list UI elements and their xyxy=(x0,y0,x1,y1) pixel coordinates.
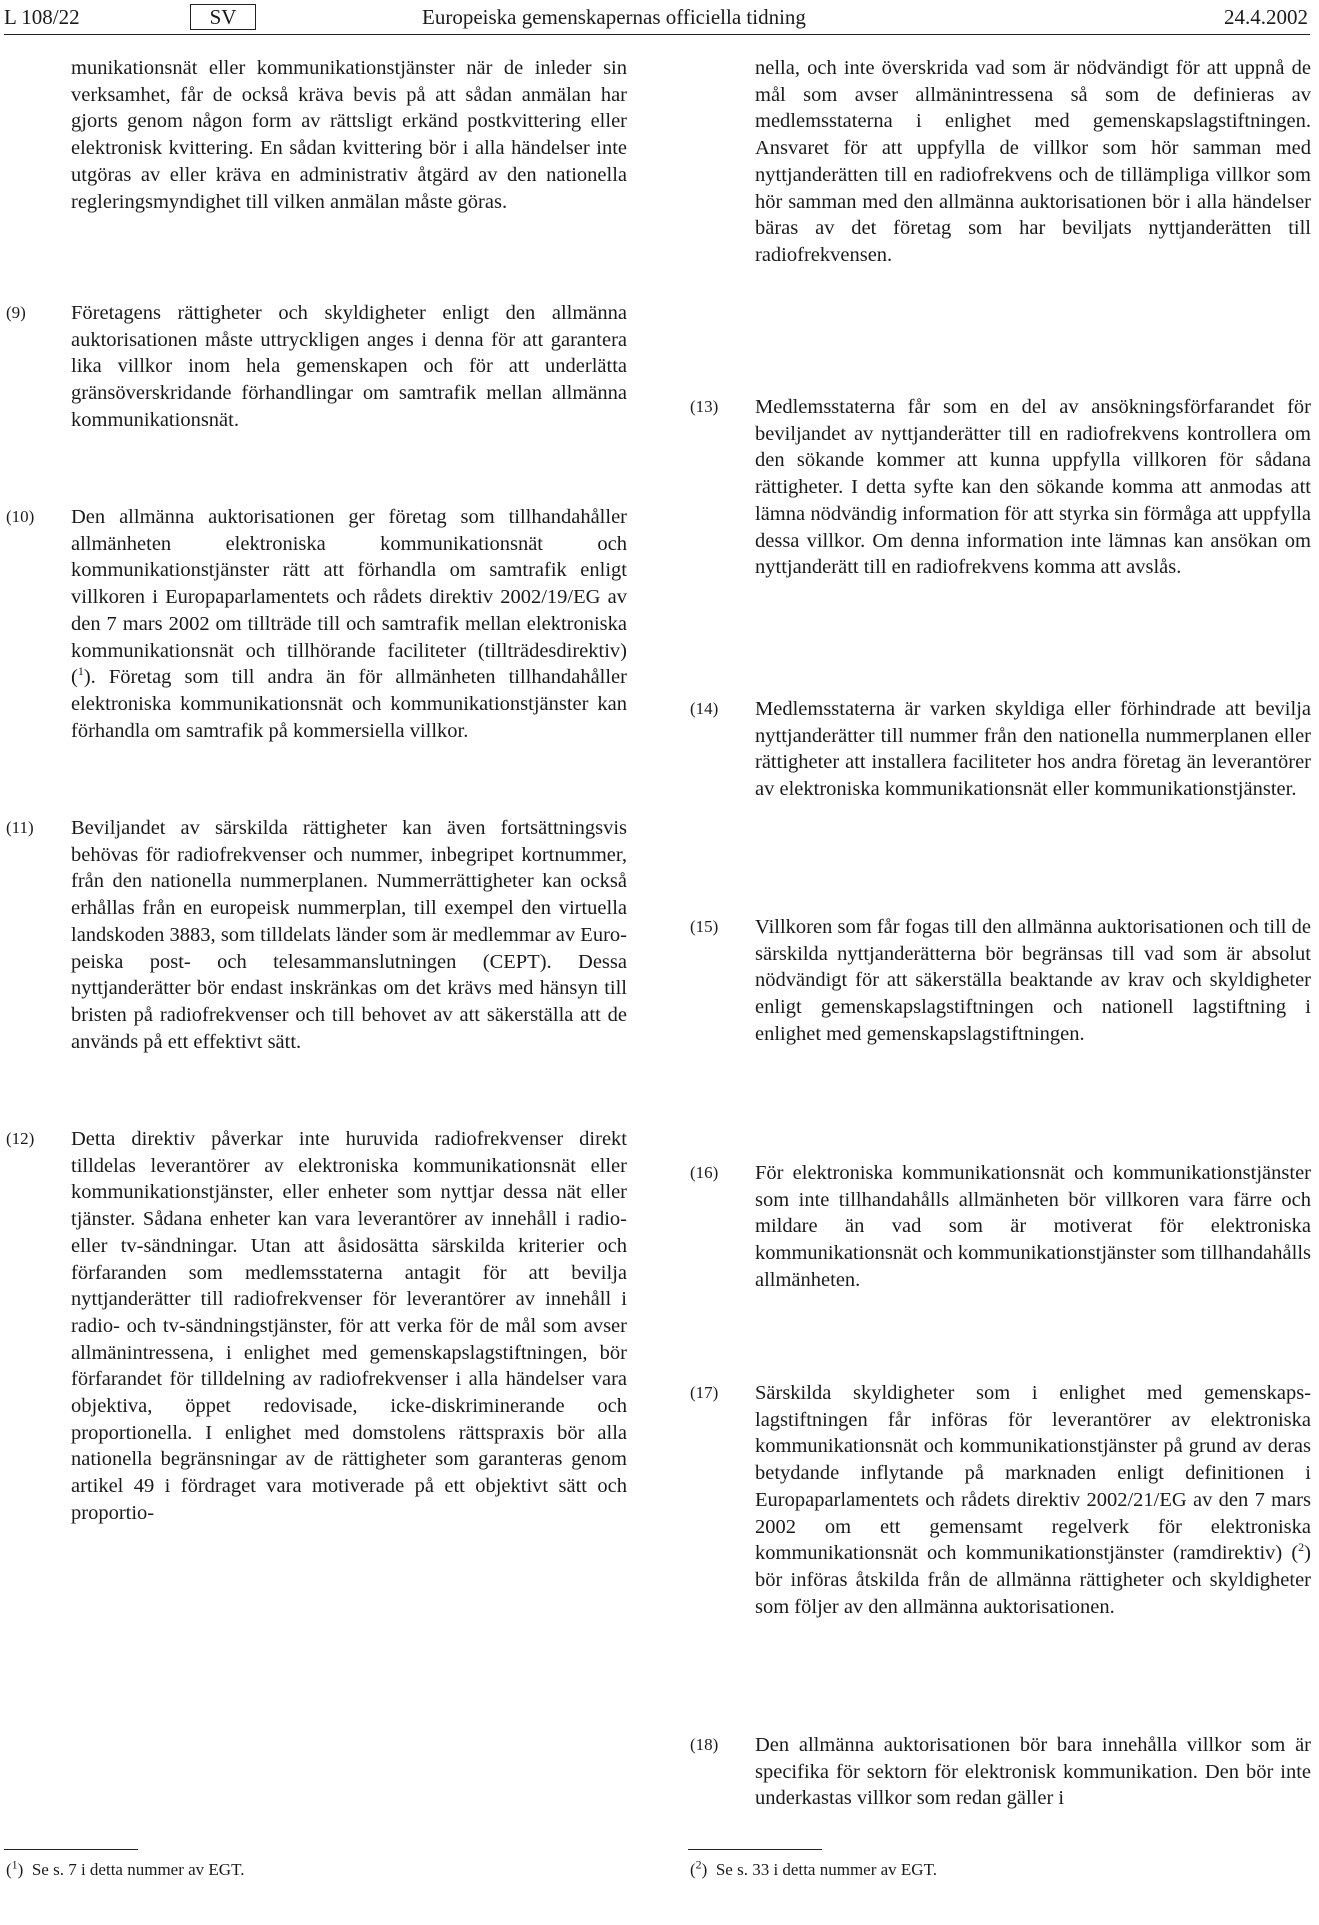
recital-9: Företagens rättigheter och skyldigheter enligt den allmänna auktorisationen måste uttryckligen anges i denna för att garantera lika villkor inom hela gemenskapen och för att underlätta gränsöverskridande förhandlingar om samtrafik mellan allmänna kommunikationsnät. xyxy=(71,302,627,431)
recital-14: Medlemsstaterna är varken skyldiga eller förhindrade att bevilja nyttjanderätter till nummer från den nationella nummerplanen eller rättigheter att installera faciliteter hos andra företag än leverantörer av elektroniska kommunikationsnät eller kommunikationstjänster. xyxy=(755,698,1311,801)
recital-10-text-b: ). Företag som till andra än för allmänheten tillhandahåller elektroniska kommunikationsnät och kommunikationstjänster kan förhandla om samtrafik på kommersiella villkor. xyxy=(71,666,627,742)
recital-11: Beviljandet av särskilda rättigheter kan även fortsättningsvis behövas för radiofrekvenser och nummer, inbegripet kortnummer, från den nationella nummerplanen. Nummerrättigheter kan också erhållas från en europeisk nummerplan, till exempel den virtuella landskoden 3883, som tilldelats länder som är medlemmar av Europeiska post- och telesammanslutningen (CEPT). Dessa nyttjanderätter bör endast inskränkas om det krävs med hänsyn till bristen på radiofrekvenser och till behovet av att säkerställa att de används på ett effektivt sätt. xyxy=(71,817,627,1053)
publication-date: 24.4.2002 xyxy=(1224,5,1308,29)
right-intro-paragraph: nella, och inte överskrida vad som är nödvändigt för att uppnå de mål som avser allmänintressena så som de definieras av medlemsstaterna i enlighet med gemenskapslagstiftningen. Ansvaret för att uppfylla de villkor som hör samman med nyttjanderätten till en radiofrekvens och de tillämpliga villkor som hör samman med den allmänna auktorisationen bör i alla händelser bäras av det företag som har beviljats nyttjanderätten till radiofrekvensen. xyxy=(755,57,1311,266)
footnote-ref-1: 1 xyxy=(77,664,84,679)
recital-17 xyxy=(755,1380,1311,1620)
recital-16: För elektroniska kommunikationsnät och kommunikationstjänster som inte tillhandahålls allmänheten bör villkoren vara färre och mildare än vad som är motiverat för elektroniska kommunikationsnät och kommunikationstjänster som tillhandahålls allmänheten. xyxy=(755,1162,1311,1291)
footnote-ref-2: 2 xyxy=(1298,1540,1305,1555)
footnote-1-mark: 1 xyxy=(11,1857,18,1872)
recital-12: Detta direktiv påverkar inte huruvida radiofrekvenser direkt tilldelas leverantörer av elektroniska kommunikationsnät eller kommunikationstjänster, eller enheter som nyttjar dessa nät eller tjänster. Sådana enheter kan vara leverantörer av innehåll i radio- eller tv-sändningar. Utan att åsidosätta särskilda kriterier och förfaranden som medlemsstaterna antagit för att bevilja nyttjanderätter till radiofrekvenser för leverantörer av innehåll i radio- och tv-sändningstjänster, för att verka för de mål som avser allmänintressena, i enlighet med gemenskapslagstiftningen, bör förfarandet för tilldelning av radiofrekvenser i alla händelser vara objektiva, öppet redovisade, icke-diskriminerande och proportionella. I enlighet med domstolens rättspraxis bör alla nationella begränsningar av de rättigheter som garanteras genom artikel 49 i fördraget vara motiverade på ett objektivt sätt och proportio- xyxy=(71,1128,627,1524)
recital-10 xyxy=(71,504,627,744)
recital-17-text-a: Särskilda skyldigheter som i enlighet med gemenskapslagstiftningen får införas för leverantörer av elektroniska kommunikationsnät och kommunikationstjänster på grund av deras betydande inflytande på marknaden enligt definitionen i Europaparlamentets och rådets direktiv 2002/21/EG av den 7 mars 2002 om ett gemensamt regelverk för elektroniska kommunikationsnät och kommunikationstjänster (ramdirektiv) ( xyxy=(755,1382,1311,1565)
recital-number-18: (18) xyxy=(690,1735,719,1754)
language-code-box: SV xyxy=(190,4,256,30)
page-header xyxy=(4,4,1310,35)
recital-18: Den allmänna auktorisationen bör bara innehålla villkor som är specifika för sektorn för elektronisk kommunikation. Den bör inte underkastas villkor som redan gäller i xyxy=(755,1734,1311,1810)
page-number: L 108/22 xyxy=(4,5,80,29)
recital-number-10: (10) xyxy=(6,507,35,526)
footnote-2-mark: 2 xyxy=(695,1857,702,1872)
left-intro-paragraph: munikationsnät eller kommunikationstjänster när de inleder sin verksamhet, får de också kräva bevis på att sådan anmälan har gjorts genom någon form av rättsligt erkänd postkvittering eller elektronisk kvittering. En sådan kvittering bör i alla händelser inte utgöras av eller kräva en administrativ åtgärd av den nationella regleringsmyndighet till vilken anmälan måste göras. xyxy=(71,57,627,213)
footnote-rule-left xyxy=(4,1849,138,1850)
journal-title: Europeiska gemenskapernas officiella tidning xyxy=(422,5,806,29)
recital-13: Medlemsstaterna får som en del av ansökningsförfarandet för beviljandet av nyttjanderätter till en radiofrekvens kontrollera om den sökande kommer att kunna uppfylla villkoren för sådana rättigheter. I detta syfte kan den sökande komma att anmodas att lämna nödvändig information för att styrka sin förmåga att uppfylla dessa villkor. Om denna information inte lämnas kan ansökan om nyttjanderätt till en radiofrekvens komma att avslås. xyxy=(755,396,1311,579)
recital-number-15: (15) xyxy=(690,917,719,936)
recital-number-14: (14) xyxy=(690,699,719,718)
recital-number-16: (16) xyxy=(690,1163,719,1182)
recital-15: Villkoren som får fogas till den allmänna auktorisationen och till de särskilda nyttjanderätterna bör begränsas till vad som är absolut nödvändigt för att säkerställa beaktande av krav och skyldigheter enligt gemenskapslagstiftningen och nationell lagstiftning i enlighet med gemenskapslagstiftningen. xyxy=(755,916,1311,1045)
footnote-1: ($^1$) Se s. 7 i detta nummer av EGT. xyxy=(6,1857,245,1879)
footnote-rule-right xyxy=(688,1849,822,1850)
recital-10-text-a: Den allmänna auktorisationen ger företag som tillhandahåller allmänheten elektroniska kommunikationsnät och kommunikationstjänster rätt att förhandla om samtrafik enligt villkoren i Europaparlamentets och rådets direktiv 2002/19/EG av den 7 mars 2002 om tillträde till och samtrafik mellan elektroniska kommunikationsnät och tillhörande faciliteter (tillträdesdirektiv) ( xyxy=(71,506,627,689)
recital-number-12: (12) xyxy=(6,1129,35,1148)
recital-17-text-b: ) bör införas åtskilda från de allmänna rättigheter och skyldigheter som följer av den allmänna auktorisationen. xyxy=(755,1542,1311,1618)
recital-number-17: (17) xyxy=(690,1383,719,1402)
footnote-2: ($^2$) Se s. 33 i detta nummer av EGT. xyxy=(690,1857,937,1879)
footnote-2-text: Se s. 33 i detta nummer av EGT. xyxy=(715,1860,937,1879)
recital-number-9: (9) xyxy=(6,303,26,322)
recital-number-11: (11) xyxy=(6,818,34,837)
recital-number-13: (13) xyxy=(690,397,719,416)
footnote-1-text: Se s. 7 i detta nummer av EGT. xyxy=(31,1860,245,1879)
